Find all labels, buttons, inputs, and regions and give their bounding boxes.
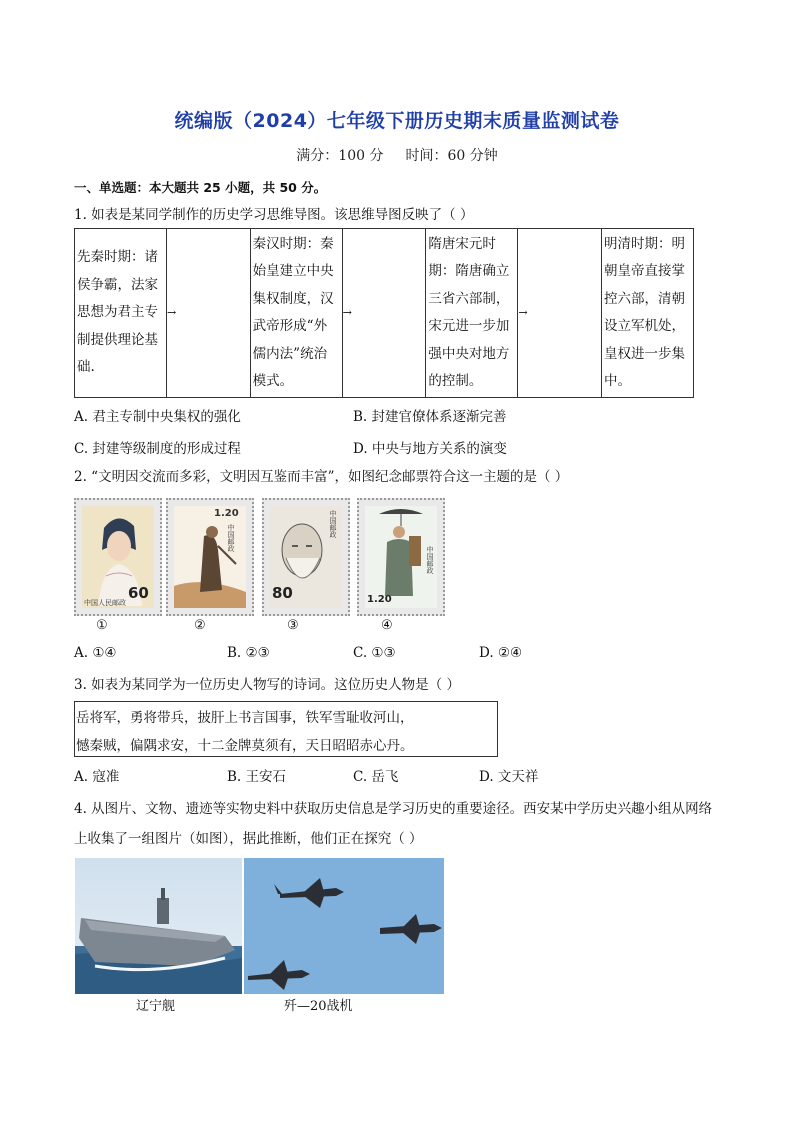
q1-option-d[interactable]: D. 中央与地方关系的演变 xyxy=(353,441,507,457)
stamp-4 xyxy=(357,498,445,616)
page-title: 统编版（2024）七年级下册历史期末质量监测试卷 xyxy=(174,110,620,132)
q2-option-a[interactable]: A. ①④ xyxy=(74,645,117,661)
mind-map-arrow: → xyxy=(342,229,426,398)
q3-option-b[interactable]: B. 王安石 xyxy=(227,769,287,785)
stamp-label-1: ① xyxy=(96,618,108,633)
mind-map-arrow: → xyxy=(518,229,602,398)
mind-map-cell-1: 先秦时期：诸侯争霸，法家思想为君主专制提供理论基础. xyxy=(75,229,167,398)
q2-option-c[interactable]: C. ①③ xyxy=(353,645,396,661)
stamp-1 xyxy=(74,498,162,616)
aircraft-carrier-photo xyxy=(75,858,242,994)
q1-option-a[interactable]: A. 君主专制中央集权的强化 xyxy=(74,409,241,425)
traveler-figure-image xyxy=(174,506,246,608)
section-heading: 一、单选题：本大题共 25 小题，共 50 分。 xyxy=(74,180,327,195)
photo-caption-1: 辽宁舰 xyxy=(136,999,176,1014)
mind-map-table xyxy=(74,228,694,398)
poem-box xyxy=(74,701,498,757)
fighter-jets-photo xyxy=(244,858,444,994)
aircraft-carrier-image xyxy=(75,858,242,994)
stamp-value: 1.20 xyxy=(214,508,239,519)
fighter-jets-image xyxy=(244,858,444,994)
q2-option-b[interactable]: B. ②③ xyxy=(227,645,270,661)
mind-map-cell-2: 秦汉时期：秦始皇建立中央集权制度，汉武帝形成“外儒内法”统治模式。 xyxy=(250,229,342,398)
q3-option-d[interactable]: D. 文天祥 xyxy=(479,769,539,785)
stamp-country: 中国邮政 xyxy=(329,510,337,538)
q1-option-b[interactable]: B. 封建官僚体系逐渐完善 xyxy=(353,409,507,425)
stamp-3 xyxy=(262,498,350,616)
q3-stem: 3. 如表为某同学为一位历史人物写的诗词。这位历史人物是（ ） xyxy=(74,677,460,693)
q3-option-c[interactable]: C. 岳飞 xyxy=(353,769,399,785)
stamp-label-3: ③ xyxy=(287,618,299,633)
poem-line-2: 憾秦贼，偏隅求安，十二金牌莫须有，天日昭昭赤心丹。 xyxy=(76,738,414,754)
q2-option-d[interactable]: D. ②④ xyxy=(479,645,523,661)
stamp-2 xyxy=(166,498,254,616)
stamp-country: 中国人民邮政 xyxy=(84,599,126,607)
q2-stem: 2. “文明因交流而多彩，文明因互鉴而丰富”，如图纪念邮票符合这一主题的是（ ） xyxy=(74,469,569,485)
full-score: 满分：100 分 xyxy=(296,148,384,164)
poem-line-1: 岳将军，勇将带兵，披肝上书言国事，铁军雪耻收河山， xyxy=(76,710,414,726)
q4-stem: 4. 从图片、文物、遗迹等实物史料中获取历史信息是学习历史的重要途径。西安某中学历史兴趣小组从网络上收集了一组图片（如图），据此推断，他们正在探究（ ） xyxy=(74,801,713,847)
stamp-value: 1.20 xyxy=(367,594,392,605)
mind-map-arrow: → xyxy=(166,229,250,398)
stamp-country: 中国邮政 xyxy=(426,546,434,574)
q1-stem: 1. 如表是某同学制作的历史学习思维导图。该思维导图反映了（ ） xyxy=(74,207,474,223)
q3-option-a[interactable]: A. 寇准 xyxy=(74,769,120,785)
exam-meta xyxy=(0,145,794,165)
stamp-country: 中国邮政 xyxy=(227,524,235,552)
mind-map-cell-3: 隋唐宋元时期：隋唐确立三省六部制，宋元进一步加强中央对地方的控制。 xyxy=(426,229,518,398)
q1-option-c[interactable]: C. 封建等级制度的形成过程 xyxy=(74,441,241,457)
mind-map-cell-4: 明清时期：明朝皇帝直接掌控六部，清朝设立军机处，皇权进一步集中。 xyxy=(602,229,694,398)
stamp-label-4: ④ xyxy=(381,618,393,633)
stamp-value: 60 xyxy=(128,584,149,602)
time-limit: 时间：60 分钟 xyxy=(405,148,498,164)
photo-caption-2: 歼—20战机 xyxy=(284,999,353,1014)
stamp-value: 80 xyxy=(272,584,293,602)
stamp-label-2: ② xyxy=(194,618,206,633)
